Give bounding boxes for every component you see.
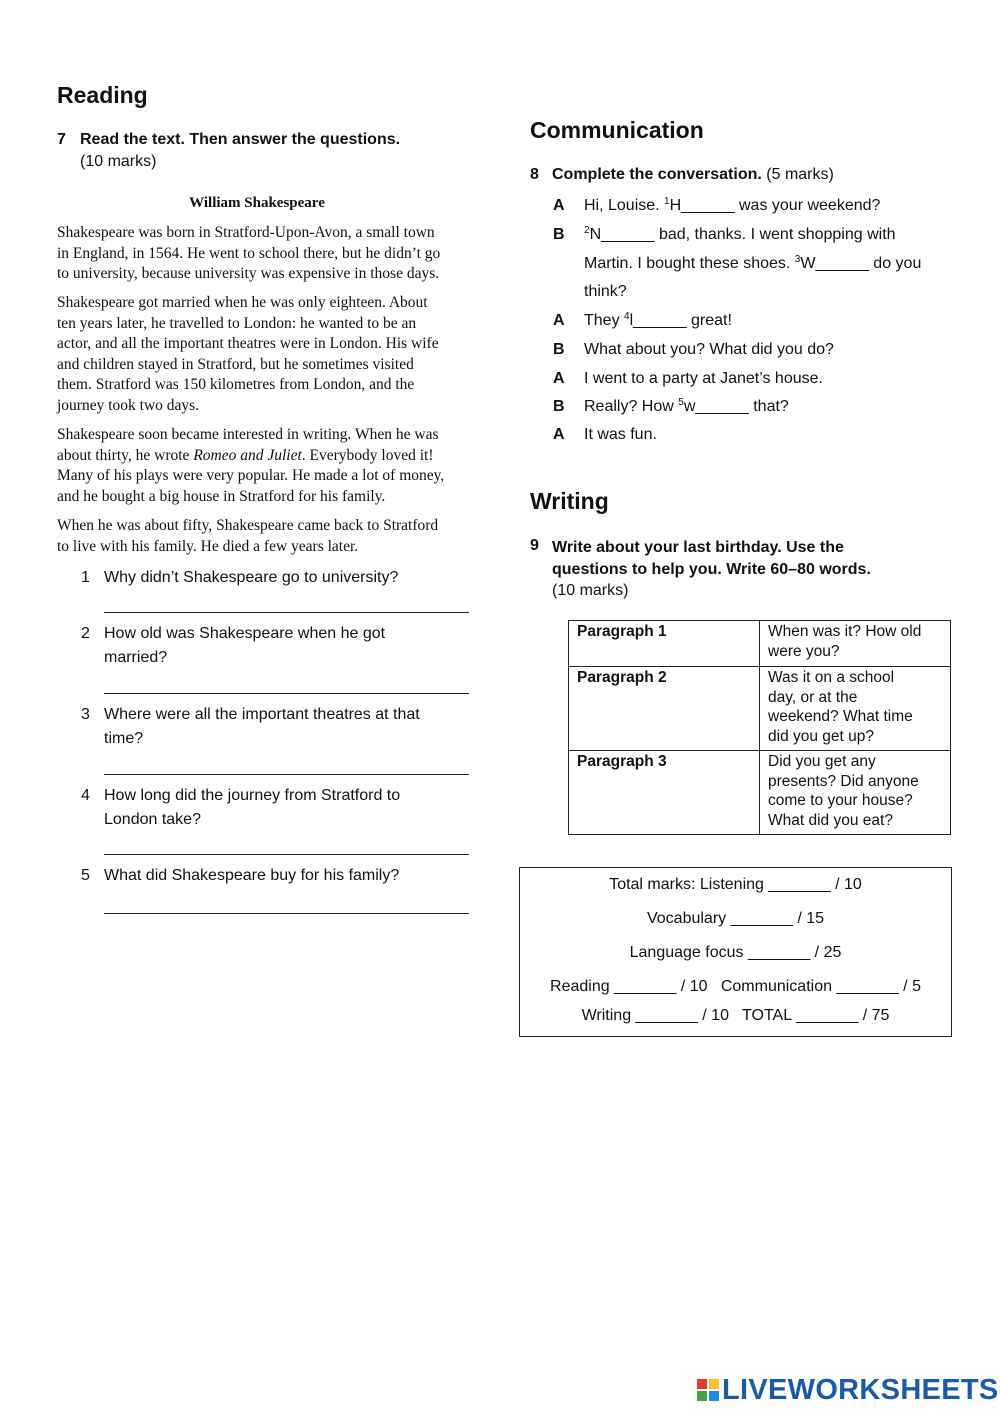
task-9-number [530, 537, 539, 555]
question-text: Why didn’t Shakespeare go to university? [104, 569, 399, 586]
reading-paragraph-2 [57, 293, 439, 416]
task-7-header [57, 131, 66, 149]
conversation [553, 197, 973, 457]
writing-heading: Writing [530, 488, 609, 514]
dialogue-text [584, 283, 627, 301]
text-line: to live with his family. He died a few years later. [57, 537, 359, 555]
text-span: Really? How [584, 398, 679, 415]
reading-paragraph-4 [57, 516, 438, 557]
task-instruction: Read the text. Then answer the questions. [80, 131, 401, 148]
task-7-marks: (10 marks) [80, 153, 157, 170]
text-line: and children stayed in Stratford, but he sometimes visited [57, 355, 414, 373]
question-number: 5 [81, 867, 90, 884]
total-vocabulary: Vocabulary _______ / 15 [646, 910, 825, 927]
text-line: and he bought a big house in Stratford for his family. [57, 487, 386, 505]
text-span: about thirty, he wrote [57, 446, 194, 464]
text-line: Shakespeare was born in Stratford-Upon-Avon, a small town [57, 224, 435, 241]
table-row [569, 751, 951, 835]
task-marks: (10 marks) [552, 582, 629, 599]
paragraph-plan-table [568, 620, 951, 835]
dialogue-text [584, 312, 732, 330]
prompt-line: When was it? How old [768, 623, 922, 640]
reading-paragraph-1 [57, 223, 440, 285]
logo-grid-icon [697, 1379, 719, 1401]
logo-square [709, 1379, 719, 1389]
text-line: When he was about fifty, Shakespeare came back to Stratford [57, 517, 439, 534]
total-language-focus: Language focus _______ / 25 [629, 944, 842, 961]
paragraph-label: Paragraph 1 [569, 621, 760, 667]
paragraph-prompt [760, 621, 951, 667]
text-line: in England, in 1564. He went to school there, but he didn’t go [57, 244, 441, 262]
speaker-label: B [553, 341, 565, 358]
total-writing-overall: Writing _______ / 10 TOTAL _______ / 75 [581, 1007, 890, 1024]
task-number: 7 [57, 131, 66, 148]
paragraph-label: Paragraph 2 [569, 667, 760, 751]
dialogue-text [584, 341, 834, 359]
paragraph-prompt [760, 751, 951, 835]
prompt-line: Was it on a school [768, 669, 895, 686]
answer-line-4[interactable] [104, 854, 469, 855]
liveworksheets-logo-text[interactable]: LIVEWORKSHEETS [722, 1374, 999, 1406]
prompt-line: weekend? What time [768, 708, 913, 725]
prompt-line: Did you get any [768, 753, 876, 770]
prompt-line: day, or at the [768, 688, 858, 706]
play-title: Romeo and Juliet [193, 446, 302, 464]
text-span: I went to a party at Janet’s house. [584, 370, 823, 387]
task-number: 8 [530, 166, 539, 183]
question-text: How long did the journey from Stratford to [104, 787, 401, 804]
speaker-label: A [553, 197, 565, 214]
task-9-instruction [552, 537, 871, 602]
gap-number: 3 [794, 254, 801, 265]
text-span: Hi, Louise. [584, 197, 665, 214]
answer-line-5[interactable] [104, 913, 469, 914]
text-span: What about you? What did you do? [584, 341, 834, 358]
text-line: actor, and all the important theatres were in London. His wife [57, 335, 439, 352]
communication-heading: Communication [530, 117, 704, 143]
question-text: What did Shakespeare buy for his family? [104, 867, 400, 884]
text-line: them. Stratford was 150 kilometres from London, and the [57, 376, 415, 393]
text-line: to university, because university was expensive in those days. [57, 265, 440, 282]
gap-number: 2 [584, 225, 590, 236]
total-marks-box [519, 867, 952, 1037]
speaker-label: B [553, 398, 565, 415]
prompt-line: were you? [768, 642, 840, 660]
answer-line-1[interactable] [104, 612, 469, 613]
dialogue-text [584, 426, 657, 444]
dialogue-text [584, 398, 789, 416]
question-number: 1 [81, 569, 90, 586]
gap-text[interactable]: H______ was your weekend? [669, 197, 881, 214]
total-reading-communication: Reading _______ / 10 Communication _______ / 5 [550, 978, 921, 995]
text-span: It was fun. [584, 426, 657, 443]
gap-number: 5 [678, 397, 684, 408]
speaker-label: A [553, 426, 565, 443]
dialogue-text [584, 197, 880, 215]
question-number: 4 [81, 787, 90, 804]
task-8-number [530, 166, 539, 184]
prompt-line: did you get up? [768, 727, 875, 745]
dialogue-text [584, 255, 921, 273]
speaker-label: A [553, 312, 565, 329]
text-line: Many of his plays were very popular. He made a lot of money, [57, 467, 445, 484]
question-text: time? [104, 730, 144, 747]
table-row [569, 667, 951, 751]
reading-paragraph-3 [57, 425, 444, 507]
text-span: They [584, 312, 625, 329]
text-line: Shakespeare soon became interested in writing. When he was [57, 426, 439, 443]
liveworksheets-logo-icon [697, 1379, 719, 1401]
prompt-line: come to your house? [768, 792, 913, 809]
answer-line-3[interactable] [104, 774, 469, 775]
question-text: London take? [104, 811, 201, 828]
logo-square [697, 1391, 707, 1401]
reading-heading: Reading [57, 82, 148, 108]
gap-text[interactable]: W______ do you [800, 255, 922, 272]
text-line [57, 446, 444, 467]
task-instruction: questions to help you. Write 60–80 words. [552, 560, 871, 578]
total-listening: Total marks: Listening _______ / 10 [609, 876, 862, 893]
text-span: . Everybody loved it! [301, 446, 434, 464]
task-instruction: Write about your last birthday. Use the [552, 539, 844, 556]
task-7-instruction [80, 131, 400, 149]
text-line: ten years later, he travelled to London: he wanted to be an [57, 314, 417, 332]
text-span: think? [584, 283, 627, 300]
text-span: Martin. I bought these shoes. [584, 255, 795, 272]
gap-text[interactable]: w______ that? [683, 398, 789, 415]
task-number: 9 [530, 537, 539, 554]
speaker-label: A [553, 370, 565, 387]
logo-square [709, 1391, 719, 1401]
task-instruction: Complete the conversation. [552, 166, 762, 183]
logo-square [697, 1379, 707, 1389]
dialogue-text [584, 370, 823, 388]
dialogue-text [584, 226, 896, 244]
prompt-line: presents? Did anyone [768, 772, 919, 790]
question-text: married? [104, 649, 168, 666]
question-text: Where were all the important theatres at that [104, 706, 420, 723]
task-marks: (5 marks) [766, 166, 834, 183]
gap-number: 4 [624, 311, 630, 322]
text-line: Shakespeare got married when he was only eighteen. About [57, 294, 428, 311]
task-8-instruction [552, 166, 834, 184]
gap-number: 1 [664, 196, 670, 207]
question-number: 3 [81, 706, 90, 723]
gap-text[interactable]: l______ great! [629, 312, 732, 329]
gap-text[interactable]: N______ bad, thanks. I went shopping with [589, 226, 896, 243]
text-title: William Shakespeare [189, 195, 325, 211]
answer-line-2[interactable] [104, 693, 469, 694]
paragraph-label: Paragraph 3 [569, 751, 760, 835]
paragraph-prompt [760, 667, 951, 751]
speaker-label: B [553, 226, 565, 243]
question-number: 2 [81, 625, 90, 642]
question-text: How old was Shakespeare when he got [104, 625, 386, 642]
text-line: journey took two days. [57, 396, 200, 414]
prompt-line: What did you eat? [768, 811, 893, 829]
table-row [569, 621, 951, 667]
